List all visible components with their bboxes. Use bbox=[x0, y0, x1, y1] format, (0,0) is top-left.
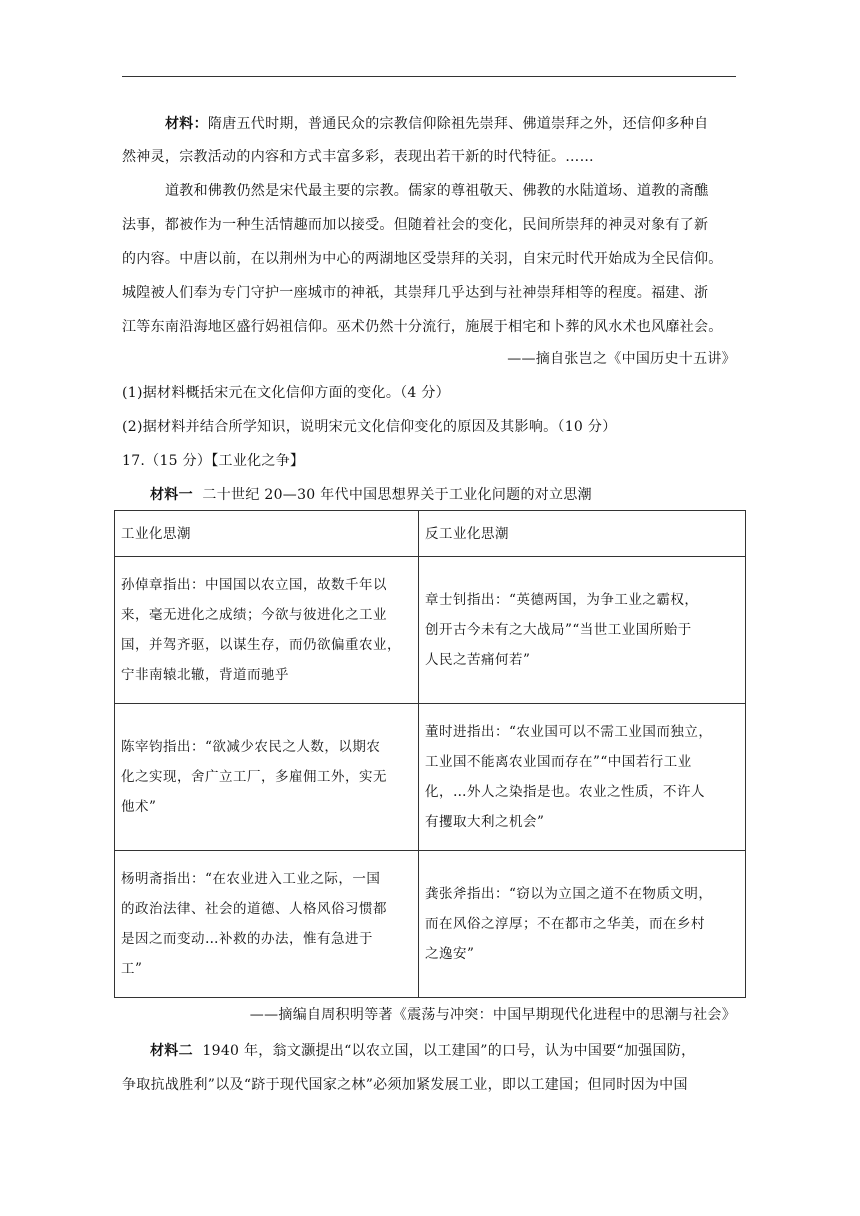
cell-text-line: 化，…外人之染指是也。农业之性质，不许人 bbox=[425, 784, 705, 800]
material-p1-line2: 然神灵，宗教活动的内容和方式丰富多彩，表现出若干新的时代特征。…… bbox=[122, 149, 594, 165]
material-p2-line3: 的内容。中唐以前，在以荆州为中心的两湖地区受崇拜的关羽，自宋元时代开始成为全民信仰。 bbox=[122, 251, 723, 267]
table-row bbox=[115, 851, 746, 998]
header-rule bbox=[122, 76, 736, 77]
cell-text-line: 有攫取大利之机会” bbox=[425, 814, 545, 830]
table-cell-left bbox=[115, 704, 419, 851]
table-header-right: 反工业化思潮 bbox=[419, 511, 746, 557]
cell-text-line: 国，并驾齐驱，以谋生存，而仍欲偏重农业， bbox=[121, 637, 401, 653]
question-17-heading: 17.（15 分）【工业化之争】 bbox=[122, 453, 305, 469]
cell-text-line: 创开古今未有之大战局”“当世工业国所贻于 bbox=[425, 622, 692, 638]
material-1-label: 材料一 bbox=[150, 487, 193, 503]
cell-text-line: 宁非南辕北辙，背道而驰乎 bbox=[121, 667, 289, 683]
cell-text-line: 人民之苦痛何若” bbox=[425, 652, 531, 668]
table-row bbox=[115, 704, 746, 851]
table-cell-right bbox=[419, 851, 746, 998]
cell-text-line: 董时进指出：“农业国可以不需工业国而独立， bbox=[425, 724, 713, 740]
cell-text-line: 孙倬章指出：中国国以农立国，故数千年以 bbox=[121, 577, 387, 593]
material-2-line2: 争取抗战胜利”以及“跻于现代国家之林”必须加紧发展工业，即以工建国；但同时因为中国 bbox=[122, 1077, 688, 1093]
table-cell-left bbox=[115, 557, 419, 704]
cell-text-line: 之逸安” bbox=[425, 946, 475, 962]
table-header-left: 工业化思潮 bbox=[115, 511, 419, 557]
cell-text-line: 工” bbox=[121, 961, 143, 977]
material-p2-line2: 法事，都被作为一种生活情趣而加以接受。但随着社会的变化，民间所崇拜的神灵对象有了新 bbox=[122, 217, 709, 233]
table-cell-right bbox=[419, 704, 746, 851]
material-2-line1 bbox=[150, 1040, 695, 1060]
material-p2-line5: 江等东南沿海地区盛行妈祖信仰。巫术仍然十分流行，施展于相宅和卜葬的风水术也风靡社会。 bbox=[122, 319, 723, 335]
table-cell-left bbox=[115, 851, 419, 998]
material-p1-line1 bbox=[165, 113, 708, 133]
cell-text-line: 化之实现，舍广立工厂，多雇佣工外，实无 bbox=[121, 769, 387, 785]
material-2-text: 1940 年，翁文灏提出“以农立国，以工建国”的口号，认为中国要“加强国防， bbox=[202, 1043, 696, 1059]
material-p1-text: 隋唐五代时期，普通民众的宗教信仰除祖先崇拜、佛道崇拜之外，还信仰多种自 bbox=[207, 116, 709, 132]
table-cell-right bbox=[419, 557, 746, 704]
cell-text-line: 工业国不能离农业国而存在”“中国若行工业 bbox=[425, 754, 692, 770]
cell-text-line: 龚张斧指出：“窃以为立国之道不在物质文明， bbox=[425, 886, 713, 902]
cell-text-line: 是因之而变动…补救的办法，惟有急进于 bbox=[121, 931, 373, 947]
industrialization-table bbox=[114, 510, 746, 998]
cell-text-line: 而在风俗之淳厚；不在都市之华美，而在乡村 bbox=[425, 916, 705, 932]
material-1-source: ——摘编自周积明等著《震荡与冲突：中国早期现代化进程中的思潮与社会》 bbox=[249, 1007, 736, 1023]
table-row bbox=[115, 557, 746, 704]
cell-text-line: 他术” bbox=[121, 799, 157, 815]
table-header-row bbox=[115, 511, 746, 557]
material-label: 材料： bbox=[165, 116, 208, 132]
cell-text-line: 杨明斋指出：“在农业进入工业之际，一国 bbox=[121, 871, 381, 887]
material-p2-line4: 城隍被人们奉为专门守护一座城市的神祇，其崇拜几乎达到与社神崇拜相等的程度。福建、浙 bbox=[122, 285, 709, 301]
cell-text-line: 陈宰钧指出：“欲减少农民之人数，以期农 bbox=[121, 739, 381, 755]
material-1-caption-text: 二十世纪 20—30 年代中国思想界关于工业化问题的对立思潮 bbox=[202, 487, 592, 503]
material-1-caption bbox=[150, 484, 592, 504]
question-2: (2)据材料并结合所学知识，说明宋元文化信仰变化的原因及其影响。（10 分） bbox=[122, 419, 617, 435]
material-p2-line1: 道教和佛教仍然是宋代最主要的宗教。儒家的尊祖敬天、佛教的水陆道场、道教的斋醮 bbox=[165, 183, 709, 199]
cell-text-line: 章士钊指出：“英德两国，为争工业之霸权， bbox=[425, 592, 699, 608]
cell-text-line: 的政治法律、社会的道德、人格风俗习惯都 bbox=[121, 901, 387, 917]
material-2-label: 材料二 bbox=[150, 1043, 193, 1059]
question-1: (1)据材料概括宋元在文化信仰方面的变化。（4 分） bbox=[122, 385, 450, 401]
cell-text-line: 来，毫无进化之成绩；今欲与彼进化之工业 bbox=[121, 607, 387, 623]
material-source: ——摘自张岂之《中国历史十五讲》 bbox=[507, 351, 736, 367]
